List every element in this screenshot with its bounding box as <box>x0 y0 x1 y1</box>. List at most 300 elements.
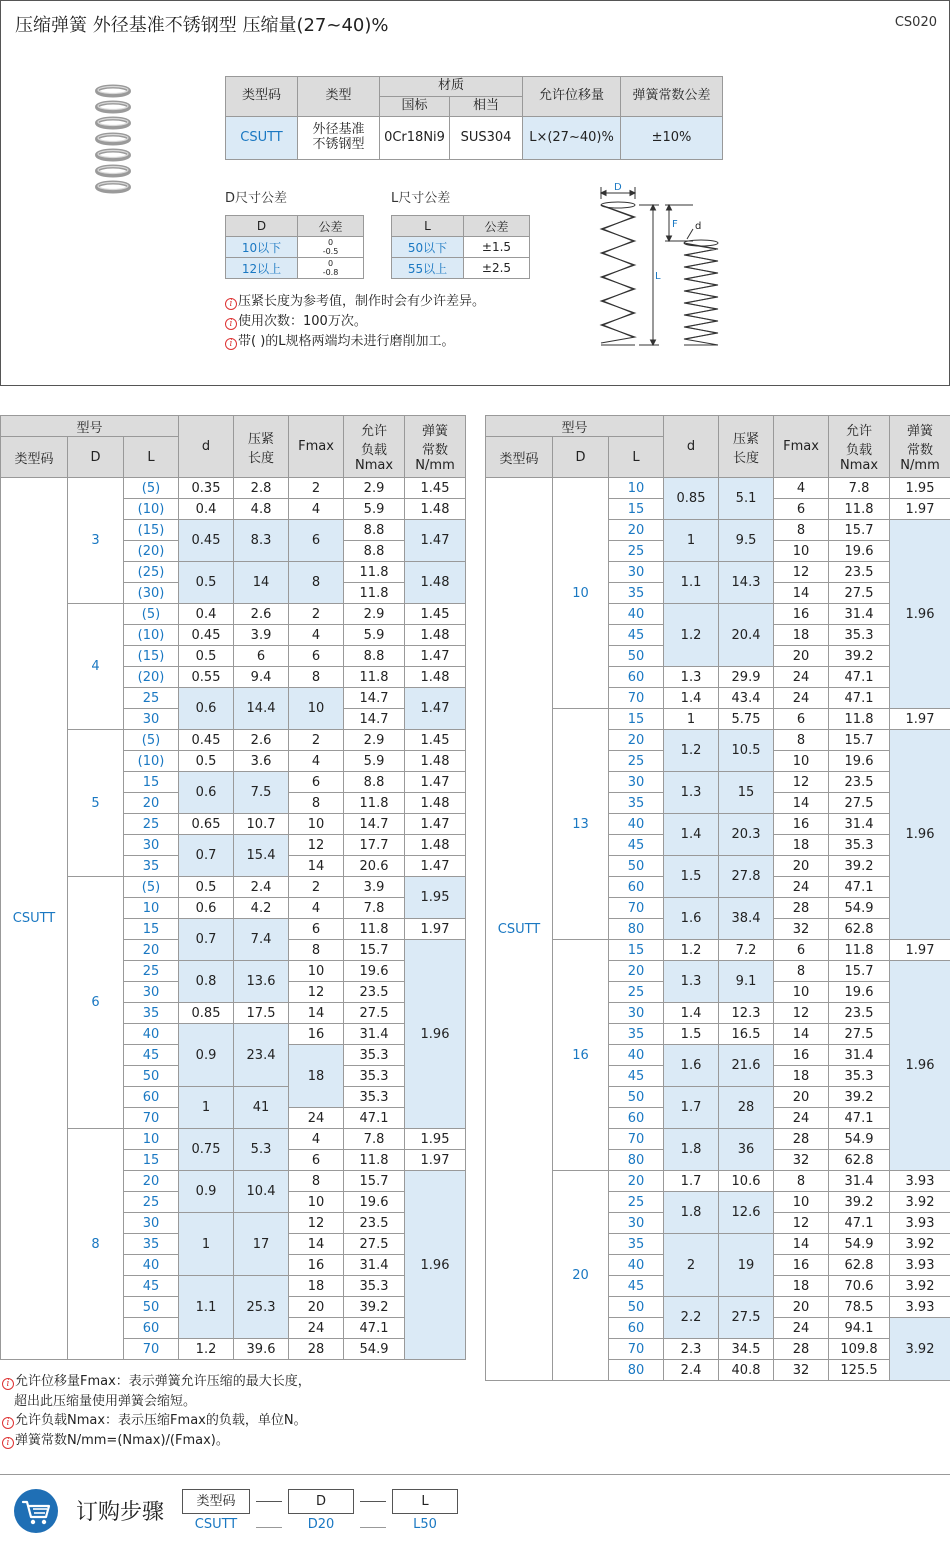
nmax-cell: 2.9 <box>344 730 405 751</box>
length-cell: 15 <box>609 499 664 520</box>
wire-diameter-cell: 0.9 <box>179 1024 234 1087</box>
spring-constant-cell: 1.48 <box>405 751 466 772</box>
outer-diameter-cell: 16 <box>553 940 609 1171</box>
nmax-cell: 8.8 <box>344 541 405 562</box>
fmax-cell: 4 <box>289 625 344 646</box>
note-item: i 允许位移量Fmax：表示弹簧允许压缩的最大长度， <box>2 1372 311 1392</box>
nmax-cell: 11.8 <box>829 940 890 961</box>
length-cell: 70 <box>609 1339 664 1360</box>
length-cell: (5) <box>124 730 179 751</box>
fmax-cell: 16 <box>774 1045 829 1066</box>
spec-header-allow: 允许位移量 <box>523 77 621 117</box>
length-cell: 20 <box>609 1171 664 1192</box>
fmax-cell: 4 <box>289 499 344 520</box>
order-separator <box>256 1527 282 1528</box>
fmax-cell: 24 <box>774 1318 829 1339</box>
nmax-cell: 7.8 <box>344 898 405 919</box>
wire-diameter-cell: 0.5 <box>179 562 234 604</box>
length-cell: 30 <box>609 562 664 583</box>
wire-diameter-cell: 1 <box>179 1213 234 1276</box>
length-cell: 70 <box>609 688 664 709</box>
nmax-cell: 19.6 <box>829 541 890 562</box>
nmax-cell: 11.8 <box>344 1150 405 1171</box>
solid-length-cell: 8.3 <box>234 520 289 562</box>
fmax-cell: 28 <box>774 898 829 919</box>
outer-diameter-cell: 13 <box>553 709 609 940</box>
d-tol-range: 10以下 <box>226 237 298 258</box>
wire-diameter-cell: 1.3 <box>664 961 719 1003</box>
spring-constant-cell: 1.97 <box>890 499 950 520</box>
wire-diameter-cell: 0.9 <box>179 1171 234 1213</box>
nmax-cell: 39.2 <box>829 646 890 667</box>
wire-diameter-cell: 2.3 <box>664 1339 719 1360</box>
wire-diameter-cell: 0.5 <box>179 877 234 898</box>
length-cell: 10 <box>124 898 179 919</box>
header-model: 型号 <box>486 416 664 437</box>
spring-constant-cell: 1.97 <box>890 709 950 730</box>
fmax-cell: 10 <box>774 751 829 772</box>
length-cell: 20 <box>124 1171 179 1192</box>
length-cell: 15 <box>124 1150 179 1171</box>
nmax-cell: 27.5 <box>829 1024 890 1045</box>
outer-diameter-cell: 20 <box>553 1171 609 1381</box>
length-cell: 70 <box>124 1339 179 1360</box>
wire-diameter-cell: 1 <box>179 1087 234 1129</box>
header-solid-length: 压紧 长度 <box>719 416 774 478</box>
info-icon: i <box>225 318 237 330</box>
info-icon: i <box>225 338 237 350</box>
length-cell: 35 <box>609 1024 664 1045</box>
wire-diameter-cell: 1.2 <box>664 940 719 961</box>
spec-header-material: 材质 <box>380 77 523 97</box>
length-cell: 45 <box>609 835 664 856</box>
nmax-cell: 125.5 <box>829 1360 890 1381</box>
solid-length-cell: 23.4 <box>234 1024 289 1087</box>
spring-constant-cell: 3.92 <box>890 1318 950 1381</box>
nmax-cell: 15.7 <box>344 1171 405 1192</box>
solid-length-cell: 39.6 <box>234 1339 289 1360</box>
length-cell: 30 <box>124 709 179 730</box>
fmax-cell: 6 <box>289 520 344 562</box>
nmax-cell: 5.9 <box>344 499 405 520</box>
fmax-cell: 24 <box>774 877 829 898</box>
note-item: i 使用次数：100万次。 <box>225 312 485 332</box>
fmax-cell: 14 <box>289 1234 344 1255</box>
fmax-cell: 24 <box>774 667 829 688</box>
solid-length-cell: 38.4 <box>719 898 774 940</box>
wire-diameter-cell: 1 <box>664 520 719 562</box>
length-cell: 60 <box>609 877 664 898</box>
header-wire-d: d <box>664 416 719 478</box>
fmax-cell: 4 <box>774 478 829 499</box>
fmax-cell: 6 <box>289 772 344 793</box>
nmax-cell: 31.4 <box>344 1255 405 1276</box>
nmax-cell: 47.1 <box>344 1318 405 1339</box>
header-length: L <box>124 437 179 478</box>
fmax-cell: 8 <box>774 961 829 982</box>
nmax-cell: 11.8 <box>829 709 890 730</box>
nmax-cell: 35.3 <box>344 1045 405 1066</box>
solid-length-cell: 10.7 <box>234 814 289 835</box>
nmax-cell: 23.5 <box>344 1213 405 1234</box>
outer-diameter-cell: 10 <box>553 478 609 709</box>
diagram-label-wire-d: d <box>695 221 702 232</box>
fmax-cell: 6 <box>289 1150 344 1171</box>
fmax-cell: 10 <box>774 1192 829 1213</box>
length-cell: (15) <box>124 646 179 667</box>
spring-constant-cell: 1.48 <box>405 562 466 604</box>
wire-diameter-cell: 1.4 <box>664 1003 719 1024</box>
solid-length-cell: 7.2 <box>719 940 774 961</box>
length-cell: 30 <box>124 982 179 1003</box>
spring-constant-cell: 1.96 <box>890 961 950 1171</box>
nmax-cell: 54.9 <box>829 1234 890 1255</box>
catalog-code: CS020 <box>894 15 937 30</box>
table-row <box>1 1129 466 1150</box>
fmax-cell: 18 <box>774 625 829 646</box>
nmax-cell: 62.8 <box>829 1150 890 1171</box>
wire-diameter-cell: 2.4 <box>664 1360 719 1381</box>
d-tol-header-d: D <box>226 216 298 237</box>
header-fmax: Fmax <box>774 416 829 478</box>
table-row <box>486 478 950 499</box>
solid-length-cell: 10.4 <box>234 1171 289 1213</box>
nmax-cell: 31.4 <box>829 1171 890 1192</box>
header-model: 型号 <box>1 416 179 437</box>
nmax-cell: 62.8 <box>829 919 890 940</box>
wire-diameter-cell: 1.7 <box>664 1087 719 1129</box>
wire-diameter-cell: 0.75 <box>179 1129 234 1171</box>
fmax-cell: 10 <box>774 982 829 1003</box>
table-row <box>486 940 950 961</box>
nmax-cell: 31.4 <box>829 604 890 625</box>
fmax-cell: 20 <box>774 856 829 877</box>
solid-length-cell: 7.4 <box>234 919 289 961</box>
length-cell: 45 <box>609 625 664 646</box>
length-cell: (20) <box>124 541 179 562</box>
fmax-cell: 16 <box>774 604 829 625</box>
wire-diameter-cell: 1.3 <box>664 772 719 814</box>
info-icon: i <box>2 1437 14 1449</box>
wire-diameter-cell: 1.2 <box>179 1339 234 1360</box>
fmax-cell: 12 <box>289 982 344 1003</box>
solid-length-cell: 19 <box>719 1234 774 1297</box>
order-title: 订购步骤 <box>76 1500 165 1525</box>
header-length: L <box>609 437 664 478</box>
spring-constant-cell: 1.48 <box>405 625 466 646</box>
order-separator <box>360 1501 386 1502</box>
solid-length-cell: 36 <box>719 1129 774 1171</box>
order-separator <box>360 1527 386 1528</box>
l-tol-range: 50以下 <box>392 237 464 258</box>
wire-diameter-cell: 0.45 <box>179 520 234 562</box>
nmax-cell: 39.2 <box>829 856 890 877</box>
length-cell: 80 <box>609 1150 664 1171</box>
right-spec-table <box>485 415 950 1381</box>
nmax-cell: 23.5 <box>344 982 405 1003</box>
solid-length-cell: 2.4 <box>234 877 289 898</box>
wire-diameter-cell: 1 <box>664 709 719 730</box>
nmax-cell: 35.3 <box>344 1276 405 1297</box>
d-tol-header-tol: 公差 <box>298 216 364 237</box>
length-cell: (20) <box>124 667 179 688</box>
wire-diameter-cell: 1.5 <box>664 1024 719 1045</box>
nmax-cell: 27.5 <box>344 1234 405 1255</box>
table-notes <box>2 1372 311 1450</box>
spring-constant-cell: 1.97 <box>890 940 950 961</box>
l-tol-header-l: L <box>392 216 464 237</box>
spec-header-equiv: 相当 <box>450 97 523 117</box>
solid-length-cell: 14.4 <box>234 688 289 730</box>
solid-length-cell: 9.5 <box>719 520 774 562</box>
nmax-cell: 14.7 <box>344 688 405 709</box>
length-cell: 35 <box>124 1234 179 1255</box>
fmax-cell: 14 <box>774 583 829 604</box>
nmax-cell: 62.8 <box>829 1255 890 1276</box>
solid-length-cell: 12.6 <box>719 1192 774 1234</box>
length-cell: (5) <box>124 478 179 499</box>
note-item: 超出此压缩量使用弹簧会缩短。 <box>14 1393 197 1409</box>
length-cell: 60 <box>609 1108 664 1129</box>
fmax-cell: 2 <box>289 730 344 751</box>
wire-diameter-cell: 1.5 <box>664 856 719 898</box>
fmax-cell: 10 <box>289 961 344 982</box>
length-cell: 15 <box>609 709 664 730</box>
fmax-cell: 8 <box>774 520 829 541</box>
solid-length-cell: 17.5 <box>234 1003 289 1024</box>
wire-diameter-cell: 0.65 <box>179 814 234 835</box>
fmax-cell: 2 <box>289 604 344 625</box>
nmax-cell: 11.8 <box>344 919 405 940</box>
spec-notes <box>225 292 485 352</box>
length-cell: 50 <box>609 1087 664 1108</box>
length-cell: 60 <box>124 1087 179 1108</box>
solid-length-cell: 43.4 <box>719 688 774 709</box>
length-cell: 20 <box>124 793 179 814</box>
fmax-cell: 10 <box>289 814 344 835</box>
length-cell: 30 <box>609 772 664 793</box>
nmax-cell: 54.9 <box>829 898 890 919</box>
nmax-cell: 27.5 <box>344 1003 405 1024</box>
note-item: i 弹簧常数N/mm=(Nmax)/(Fmax)。 <box>2 1431 311 1451</box>
length-cell: (5) <box>124 604 179 625</box>
fmax-cell: 10 <box>289 688 344 730</box>
solid-length-cell: 5.3 <box>234 1129 289 1171</box>
length-cell: 40 <box>124 1255 179 1276</box>
fmax-cell: 28 <box>774 1339 829 1360</box>
solid-length-cell: 4.8 <box>234 499 289 520</box>
fmax-cell: 20 <box>774 646 829 667</box>
spec-allow: L×(27~40)% <box>523 117 621 160</box>
length-cell: 25 <box>609 541 664 562</box>
order-label-l: L <box>392 1489 458 1514</box>
nmax-cell: 7.8 <box>344 1129 405 1150</box>
spring-constant-cell: 3.93 <box>890 1255 950 1276</box>
l-tol-value: ±2.5 <box>464 258 530 279</box>
length-cell: 25 <box>124 688 179 709</box>
solid-length-cell: 9.1 <box>719 961 774 1003</box>
length-cell: 70 <box>609 1129 664 1150</box>
length-cell: 35 <box>124 856 179 877</box>
header-nmax: 允许 负载 Nmax <box>344 416 405 478</box>
nmax-cell: 19.6 <box>344 961 405 982</box>
nmax-cell: 8.8 <box>344 772 405 793</box>
nmax-cell: 70.6 <box>829 1276 890 1297</box>
solid-length-cell: 10.6 <box>719 1171 774 1192</box>
length-cell: 20 <box>124 940 179 961</box>
length-cell: 80 <box>609 919 664 940</box>
spring-constant-cell: 1.47 <box>405 646 466 667</box>
nmax-cell: 31.4 <box>829 814 890 835</box>
spring-constant-cell: 1.47 <box>405 772 466 793</box>
length-cell: 40 <box>609 1255 664 1276</box>
wire-diameter-cell: 0.6 <box>179 772 234 814</box>
nmax-cell: 23.5 <box>829 772 890 793</box>
wire-diameter-cell: 1.3 <box>664 667 719 688</box>
nmax-cell: 15.7 <box>829 961 890 982</box>
header-spring-constant: 弹簧 常数 N/mm <box>890 416 950 478</box>
header-type-code: 类型码 <box>486 437 553 478</box>
spring-constant-cell: 1.47 <box>405 856 466 877</box>
length-cell: (10) <box>124 751 179 772</box>
length-cell: 25 <box>609 1192 664 1213</box>
fmax-cell: 8 <box>289 667 344 688</box>
spring-constant-cell: 1.96 <box>890 520 950 709</box>
length-cell: (30) <box>124 583 179 604</box>
solid-length-cell: 15 <box>719 772 774 814</box>
info-icon: i <box>2 1378 14 1390</box>
nmax-cell: 35.3 <box>829 835 890 856</box>
order-separator <box>256 1501 282 1502</box>
wire-diameter-cell: 1.8 <box>664 1192 719 1234</box>
length-cell: 25 <box>609 751 664 772</box>
nmax-cell: 109.8 <box>829 1339 890 1360</box>
fmax-cell: 6 <box>289 646 344 667</box>
nmax-cell: 8.8 <box>344 646 405 667</box>
fmax-cell: 18 <box>774 1276 829 1297</box>
cart-icon <box>14 1489 58 1533</box>
wire-diameter-cell: 1.6 <box>664 898 719 940</box>
length-cell: 40 <box>609 1045 664 1066</box>
spec-tolerance: ±10% <box>621 117 723 160</box>
fmax-cell: 32 <box>774 919 829 940</box>
fmax-cell: 24 <box>289 1318 344 1339</box>
length-cell: 70 <box>124 1108 179 1129</box>
solid-length-cell: 14.3 <box>719 562 774 604</box>
wire-diameter-cell: 0.5 <box>179 646 234 667</box>
length-cell: 20 <box>609 961 664 982</box>
spec-equiv: SUS304 <box>450 117 523 160</box>
length-cell: 15 <box>124 772 179 793</box>
wire-diameter-cell: 1.4 <box>664 688 719 709</box>
solid-length-cell: 6 <box>234 646 289 667</box>
fmax-cell: 16 <box>289 1024 344 1045</box>
nmax-cell: 27.5 <box>829 793 890 814</box>
solid-length-cell: 41 <box>234 1087 289 1129</box>
d-tol-range: 12以上 <box>226 258 298 279</box>
nmax-cell: 39.2 <box>829 1087 890 1108</box>
length-cell: (15) <box>124 520 179 541</box>
spring-constant-cell: 1.95 <box>405 877 466 919</box>
fmax-cell: 16 <box>289 1255 344 1276</box>
nmax-cell: 17.7 <box>344 835 405 856</box>
solid-length-cell: 29.9 <box>719 667 774 688</box>
length-cell: 40 <box>124 1024 179 1045</box>
fmax-cell: 10 <box>774 541 829 562</box>
fmax-cell: 8 <box>289 562 344 604</box>
fmax-cell: 14 <box>289 1003 344 1024</box>
note-item: i 允许负载Nmax：表示压缩Fmax的负载，单位N。 <box>2 1411 311 1431</box>
wire-diameter-cell: 2 <box>664 1234 719 1297</box>
fmax-cell: 18 <box>774 835 829 856</box>
d-tolerance-caption: D尺寸公差 <box>225 191 288 206</box>
nmax-cell: 5.9 <box>344 751 405 772</box>
nmax-cell: 14.7 <box>344 709 405 730</box>
wire-diameter-cell: 1.4 <box>664 814 719 856</box>
length-cell: (10) <box>124 625 179 646</box>
nmax-cell: 31.4 <box>829 1045 890 1066</box>
d-tol-value: 0 -0.5 <box>298 237 364 258</box>
nmax-cell: 15.7 <box>829 520 890 541</box>
wire-diameter-cell: 1.6 <box>664 1045 719 1087</box>
length-cell: 30 <box>124 835 179 856</box>
order-value-l: L50 <box>413 1517 437 1532</box>
length-cell: 35 <box>124 1003 179 1024</box>
spring-constant-cell: 1.45 <box>405 604 466 625</box>
fmax-cell: 6 <box>774 709 829 730</box>
solid-length-cell: 12.3 <box>719 1003 774 1024</box>
spring-constant-cell: 1.47 <box>405 688 466 730</box>
fmax-cell: 10 <box>289 1192 344 1213</box>
wire-diameter-cell: 0.85 <box>664 478 719 520</box>
nmax-cell: 20.6 <box>344 856 405 877</box>
length-cell: 45 <box>609 1276 664 1297</box>
table-row <box>1 478 466 499</box>
fmax-cell: 12 <box>289 835 344 856</box>
nmax-cell: 35.3 <box>344 1066 405 1087</box>
l-tolerance-caption: L尺寸公差 <box>391 191 451 206</box>
nmax-cell: 14.7 <box>344 814 405 835</box>
solid-length-cell: 20.4 <box>719 604 774 667</box>
wire-diameter-cell: 0.6 <box>179 898 234 919</box>
fmax-cell: 6 <box>774 940 829 961</box>
l-tol-header-tol: 公差 <box>464 216 530 237</box>
length-cell: 50 <box>609 1297 664 1318</box>
header-fmax: Fmax <box>289 416 344 478</box>
length-cell: 15 <box>609 940 664 961</box>
left-spec-table <box>0 415 466 1360</box>
nmax-cell: 11.8 <box>829 499 890 520</box>
spring-constant-cell: 3.92 <box>890 1276 950 1297</box>
wire-diameter-cell: 0.45 <box>179 730 234 751</box>
nmax-cell: 54.9 <box>344 1339 405 1360</box>
nmax-cell: 35.3 <box>344 1087 405 1108</box>
d-tolerance-table <box>225 215 364 279</box>
nmax-cell: 47.1 <box>829 667 890 688</box>
nmax-cell: 47.1 <box>829 1108 890 1129</box>
header-wire-d: d <box>179 416 234 478</box>
wire-diameter-cell: 0.35 <box>179 478 234 499</box>
spring-dimension-diagram <box>589 179 729 351</box>
spec-header-type: 类型 <box>298 77 380 117</box>
nmax-cell: 27.5 <box>829 583 890 604</box>
spring-constant-cell: 1.45 <box>405 478 466 499</box>
spec-table <box>225 76 723 160</box>
wire-diameter-cell: 0.5 <box>179 751 234 772</box>
nmax-cell: 2.9 <box>344 478 405 499</box>
diagram-label-l: L <box>655 271 661 282</box>
length-cell: 10 <box>124 1129 179 1150</box>
